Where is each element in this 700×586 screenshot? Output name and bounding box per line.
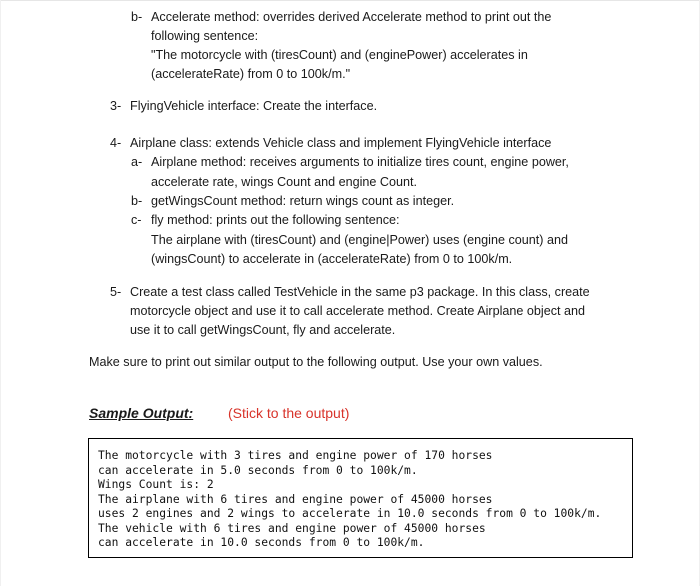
list-item-text: accelerate rate, wings Count and engine Count.	[151, 175, 418, 189]
list-item-text: motorcycle object and use it to call accelerate method. Create Airplane object and	[130, 304, 586, 318]
list-item-text: use it to call getWingsCount, fly and accelerate.	[130, 323, 396, 337]
list-marker: c-	[131, 213, 142, 227]
list-item-text: following sentence:	[151, 29, 259, 43]
console-output-line: The motorcycle with 3 tires and engine power of 170 horses	[98, 449, 493, 462]
list-item-text: Airplane method: receives arguments to initialize tires count, engine power,	[151, 155, 569, 169]
list-marker: 5-	[110, 285, 122, 299]
console-output-line: can accelerate in 5.0 seconds from 0 to 100k/m.	[98, 463, 418, 477]
list-marker: 3-	[110, 99, 122, 113]
sample-output-note: (Stick to the output)	[228, 405, 350, 421]
list-item-text: (accelerateRate) from 0 to 100k/m."	[151, 67, 351, 81]
console-output-line: can accelerate in 10.0 seconds from 0 to 100k/m.	[98, 536, 425, 549]
console-output-line: The vehicle with 6 tires and engine power of 45000 horses	[98, 521, 486, 535]
list-item-text: fly method: prints out the following sentence:	[151, 213, 400, 227]
list-item-text: The airplane with (tiresCount) and (engine|Power) uses (engine count) and	[151, 233, 568, 247]
list-item-text: Create a test class called TestVehicle in the same p3 package. In this class, create	[130, 285, 590, 299]
list-item-text: getWingsCount method: return wings count as integer.	[151, 194, 455, 208]
list-item-text: (wingsCount) to accelerate in (accelerateRate) from 0 to 100k/m.	[151, 252, 513, 266]
console-output-box	[88, 438, 633, 558]
list-marker: 4-	[110, 136, 122, 150]
console-output-line: uses 2 engines and 2 wings to accelerate in 10.0 seconds from 0 to 100k/m.	[98, 507, 602, 520]
console-output-line: The airplane with 6 tires and engine power of 45000 horses	[98, 492, 493, 506]
console-output-line: Wings Count is: 2	[98, 478, 214, 491]
sample-output-heading: Sample Output:	[89, 405, 194, 421]
list-item-text: Accelerate method: overrides derived Accelerate method to print out the	[151, 10, 552, 24]
list-marker: b-	[131, 194, 143, 208]
list-item-text: Airplane class: extends Vehicle class and implement FlyingVehicle interface	[130, 136, 552, 150]
list-item-text: "The motorcycle with (tiresCount) and (enginePower) accelerates in	[151, 48, 528, 62]
instruction-text: Make sure to print out similar output to the following output. Use your own values.	[89, 355, 543, 369]
list-item-text: FlyingVehicle interface: Create the interface.	[130, 99, 378, 113]
list-marker: b-	[131, 10, 143, 24]
list-marker: a-	[131, 155, 143, 169]
